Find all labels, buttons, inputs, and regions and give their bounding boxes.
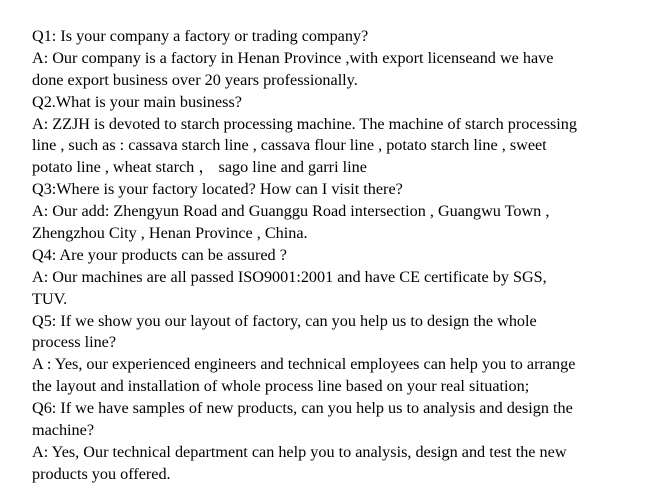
question-2-line-1: Q2.What is your main business? (32, 92, 242, 111)
question-6-line-1: Q6: If we have samples of new products, can you help us to analysis and design the (32, 399, 573, 418)
faq-item-1 (32, 26, 642, 92)
question-4-line-1: Q4: Are your products can be assured ? (32, 245, 287, 264)
question-5-line-1: Q5: If we show you our layout of factory, can you help us to design the whole (32, 311, 537, 330)
answer-6-line-1: A: Yes, Our technical department can help you to analysis, design and test the new (32, 442, 567, 461)
answer-1-line-2: done export business over 20 years professionally. (32, 70, 358, 89)
answer-5-line-1: A : Yes, our experienced engineers and technical employees can help you to arrange (32, 355, 576, 374)
answer-2-line-3: potato line , wheat starch ， sago line and garri line (32, 158, 367, 177)
faq-item-3 (32, 179, 642, 245)
answer-6-line-2: products you offered. (32, 464, 171, 483)
faq-item-5 (32, 311, 642, 399)
answer-2-line-1: A: ZZJH is devoted to starch processing machine. The machine of starch processing (32, 114, 577, 133)
answer-3-line-1: A: Our add: Zhengyun Road and Guanggu Road intersection , Guangwu Town , (32, 202, 550, 221)
faq-item-4 (32, 245, 642, 311)
question-3-line-1: Q3:Where is your factory located? How can I visit there? (32, 180, 403, 199)
answer-3-line-2: Zhengzhou City , Henan Province , China. (32, 224, 308, 243)
question-1-line-1: Q1: Is your company a factory or trading company? (32, 27, 369, 45)
answer-5-line-2: the layout and installation of whole process line based on your real situation; (32, 377, 530, 396)
question-5-line-2: process line? (32, 333, 117, 352)
answer-2-line-2: line , such as : cassava starch line , cassava flour line , potato starch line , sweet (32, 136, 547, 155)
faq-item-2 (32, 92, 642, 180)
question-6-line-2: machine? (32, 421, 95, 440)
answer-1-line-1: A: Our company is a factory in Henan Province ,with export licenseand we have (32, 48, 554, 67)
answer-4-line-2: TUV. (32, 289, 68, 308)
faq-document (32, 26, 642, 486)
faq-item-6 (32, 398, 642, 486)
answer-4-line-1: A: Our machines are all passed ISO9001:2001 and have CE certificate by SGS, (32, 267, 547, 286)
